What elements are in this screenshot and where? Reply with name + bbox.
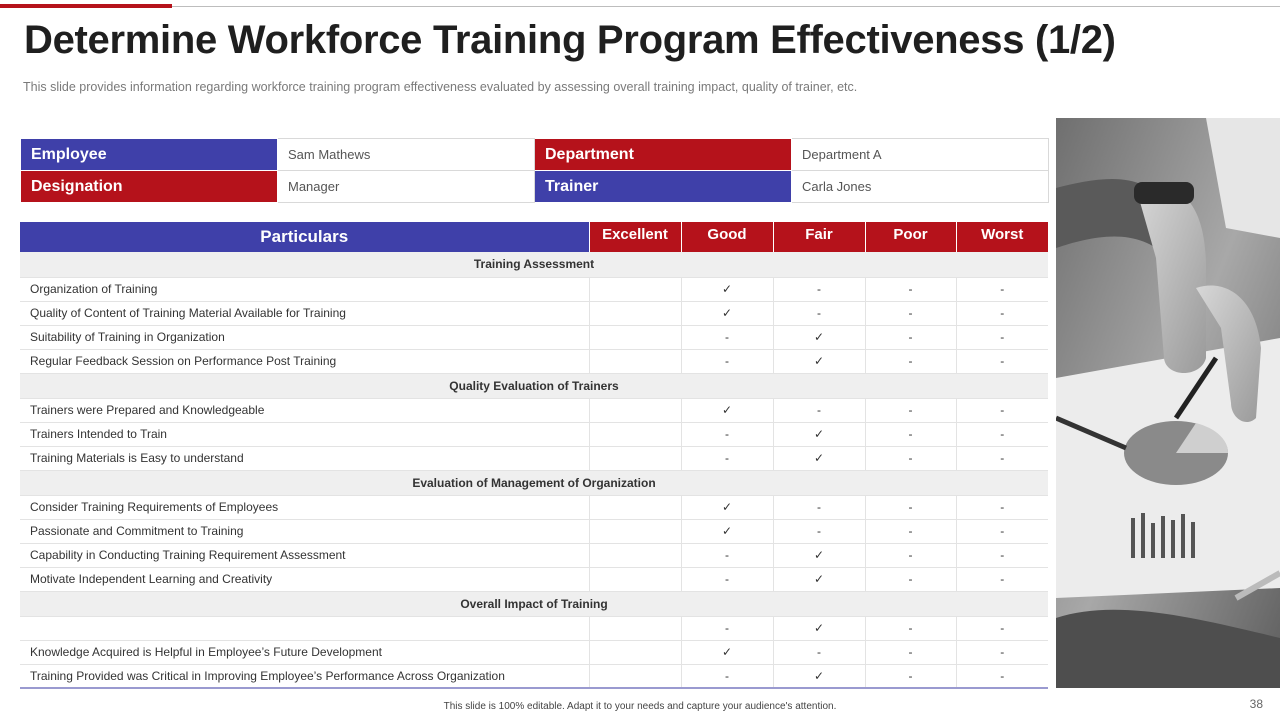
rating-cell-worst: -: [956, 519, 1048, 543]
rating-cell-fair: -: [773, 277, 865, 301]
rating-cell-worst: -: [956, 446, 1048, 470]
table-body: [20, 252, 1048, 688]
rating-cell-fair: -: [773, 495, 865, 519]
rating-cell-worst: -: [956, 567, 1048, 591]
rating-cell-fair: ✓: [773, 543, 865, 567]
rating-cell-excellent: [589, 616, 681, 640]
rating-cell-worst: -: [956, 664, 1048, 688]
table-row: [20, 398, 1048, 422]
table-row: [20, 640, 1048, 664]
trainer-value: Carla Jones: [792, 171, 1049, 203]
rating-cell-excellent: [589, 519, 681, 543]
header-excellent: Excellent: [589, 222, 681, 252]
row-label: Regular Feedback Session on Performance Post Training: [20, 349, 589, 373]
rating-cell-fair: -: [773, 640, 865, 664]
rating-cell-poor: -: [865, 495, 956, 519]
table-row: [20, 616, 1048, 640]
table-row: [20, 519, 1048, 543]
rating-cell-excellent: [589, 277, 681, 301]
slide-subtitle: This slide provides information regarding workforce training program effectiveness evaluated by assessing overall training impact, quality of trainer, etc.: [23, 80, 858, 94]
rating-cell-poor: -: [865, 640, 956, 664]
section-row: [20, 470, 1048, 495]
rating-cell-excellent: [589, 398, 681, 422]
rating-cell-good: ✓: [681, 640, 773, 664]
header-poor: Poor: [865, 222, 956, 252]
evaluation-table: [20, 222, 1048, 689]
rating-cell-worst: -: [956, 277, 1048, 301]
rating-cell-worst: -: [956, 543, 1048, 567]
row-label: Knowledge Acquired is Helpful in Employee’s Future Development: [20, 640, 589, 664]
table-row: [20, 567, 1048, 591]
table-row: [20, 422, 1048, 446]
rating-cell-worst: -: [956, 325, 1048, 349]
rating-cell-poor: -: [865, 519, 956, 543]
row-label: Quality of Content of Training Material Available for Training: [20, 301, 589, 325]
section-row: [20, 252, 1048, 277]
row-label: Motivate Independent Learning and Creativity: [20, 567, 589, 591]
rating-cell-worst: -: [956, 422, 1048, 446]
rating-cell-fair: ✓: [773, 616, 865, 640]
rating-cell-excellent: [589, 446, 681, 470]
section-label: Evaluation of Management of Organization: [20, 470, 1048, 495]
trainer-label: Trainer: [535, 171, 792, 203]
department-value: Department A: [792, 139, 1049, 171]
rating-cell-poor: -: [865, 422, 956, 446]
rating-cell-good: ✓: [681, 495, 773, 519]
rating-cell-good: -: [681, 349, 773, 373]
footer-note: This slide is 100% editable. Adapt it to your needs and capture your audience's attention.: [443, 701, 837, 712]
rating-cell-poor: -: [865, 398, 956, 422]
table-row: [20, 495, 1048, 519]
rating-cell-good: ✓: [681, 519, 773, 543]
section-row: [20, 591, 1048, 616]
rating-cell-worst: -: [956, 349, 1048, 373]
rating-cell-fair: ✓: [773, 422, 865, 446]
row-label: Training Provided was Critical in Improving Employee’s Performance Across Organization: [20, 664, 589, 688]
table-row: [20, 446, 1048, 470]
rating-cell-fair: -: [773, 398, 865, 422]
rating-cell-poor: -: [865, 567, 956, 591]
rating-cell-good: ✓: [681, 398, 773, 422]
section-label: Overall Impact of Training: [20, 591, 1048, 616]
section-row: [20, 373, 1048, 398]
rating-cell-worst: -: [956, 616, 1048, 640]
rating-cell-poor: -: [865, 664, 956, 688]
rating-cell-poor: -: [865, 616, 956, 640]
rating-cell-worst: -: [956, 640, 1048, 664]
rating-cell-fair: -: [773, 519, 865, 543]
table-row: [20, 543, 1048, 567]
row-label: Trainers Intended to Train: [20, 422, 589, 446]
rating-cell-good: -: [681, 446, 773, 470]
employee-value: Sam Mathews: [278, 139, 535, 171]
rating-cell-good: ✓: [681, 277, 773, 301]
rating-cell-worst: -: [956, 301, 1048, 325]
rating-cell-good: -: [681, 567, 773, 591]
department-label: Department: [535, 139, 792, 171]
rating-cell-excellent: [589, 543, 681, 567]
header-good: Good: [681, 222, 773, 252]
rating-cell-worst: -: [956, 398, 1048, 422]
table-row: [20, 301, 1048, 325]
rating-cell-fair: ✓: [773, 664, 865, 688]
info-row: [21, 139, 1049, 171]
row-label: Capability in Conducting Training Requirement Assessment: [20, 543, 589, 567]
header-worst: Worst: [956, 222, 1048, 252]
row-label: Trainers were Prepared and Knowledgeable: [20, 398, 589, 422]
rating-cell-poor: -: [865, 277, 956, 301]
page-number: 38: [1249, 697, 1263, 711]
rating-cell-poor: -: [865, 325, 956, 349]
rating-cell-good: ✓: [681, 301, 773, 325]
rating-cell-good: -: [681, 325, 773, 349]
rating-cell-excellent: [589, 301, 681, 325]
header-particulars: Particulars: [20, 222, 589, 252]
rating-cell-good: -: [681, 664, 773, 688]
row-label: Training Materials is Easy to understand: [20, 446, 589, 470]
rating-cell-poor: -: [865, 543, 956, 567]
rating-cell-fair: ✓: [773, 446, 865, 470]
slide-title: Determine Workforce Training Program Effectiveness (1/2): [24, 18, 1116, 62]
rating-cell-fair: -: [773, 301, 865, 325]
top-accent-bar: [0, 4, 172, 8]
rating-cell-poor: -: [865, 349, 956, 373]
rating-cell-poor: -: [865, 446, 956, 470]
rating-cell-excellent: [589, 422, 681, 446]
employee-info-table: [20, 138, 1049, 203]
rating-cell-worst: -: [956, 495, 1048, 519]
rating-cell-excellent: [589, 567, 681, 591]
employee-label: Employee: [21, 139, 278, 171]
workplace-photo: [1056, 118, 1280, 688]
table-row: [20, 664, 1048, 688]
rating-cell-good: -: [681, 616, 773, 640]
rating-cell-excellent: [589, 349, 681, 373]
rating-cell-excellent: [589, 640, 681, 664]
row-label: Organization of Training: [20, 277, 589, 301]
table-row: [20, 325, 1048, 349]
rating-cell-excellent: [589, 325, 681, 349]
row-label: Consider Training Requirements of Employees: [20, 495, 589, 519]
header-fair: Fair: [773, 222, 865, 252]
rating-cell-excellent: [589, 664, 681, 688]
rating-cell-excellent: [589, 495, 681, 519]
info-row: [21, 171, 1049, 203]
rating-cell-fair: ✓: [773, 349, 865, 373]
rating-cell-poor: -: [865, 301, 956, 325]
table-header-row: [20, 222, 1048, 252]
designation-value: Manager: [278, 171, 535, 203]
section-label: Quality Evaluation of Trainers: [20, 373, 1048, 398]
rating-cell-good: -: [681, 422, 773, 446]
designation-label: Designation: [21, 171, 278, 203]
table-row: [20, 277, 1048, 301]
row-label: Suitability of Training in Organization: [20, 325, 589, 349]
table-row: [20, 349, 1048, 373]
section-label: Training Assessment: [20, 252, 1048, 277]
row-label: Passionate and Commitment to Training: [20, 519, 589, 543]
rating-cell-good: -: [681, 543, 773, 567]
rating-cell-fair: ✓: [773, 325, 865, 349]
top-divider-line: [0, 6, 1280, 7]
hands-with-charts-image: [1056, 118, 1280, 688]
row-label: [20, 616, 589, 640]
rating-cell-fair: ✓: [773, 567, 865, 591]
